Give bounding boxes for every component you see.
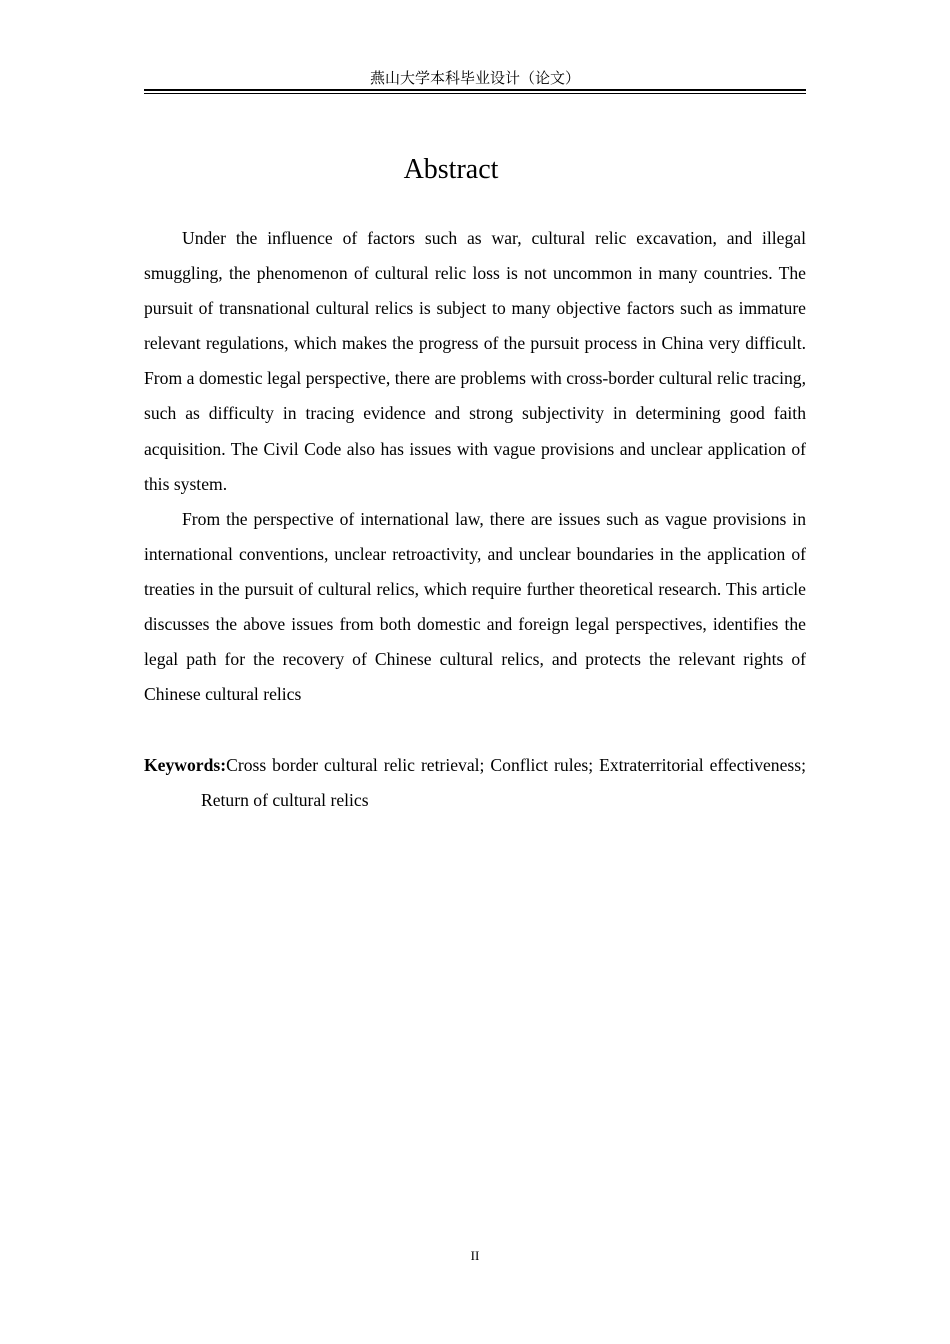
keywords-label: Keywords:	[144, 755, 227, 775]
header-rule-thick	[144, 89, 806, 91]
keywords	[144, 748, 806, 818]
page-number: II	[470, 1248, 480, 1263]
keywords-text: Cross border cultural relic retrieval; Conflict rules; Extraterritorial effectiveness; Return of cultural relics	[201, 755, 806, 811]
header-rule-thin	[144, 93, 806, 94]
abstract-paragraph-2: From the perspective of international law, there are issues such as vague provisions in international conventions, unclear retroactivity, and unclear boundaries in the application of treaties in the pursuit of cultural relics, which require further theoretical research. This article discusses the above issues from both domestic and foreign legal perspectives, identifies the legal path for the recovery of Chinese cultural relics, and protects the relevant rights of Chinese cultural relics	[144, 508, 806, 705]
page-header: 燕山大学本科毕业设计（论文）	[369, 69, 580, 87]
abstract-paragraph-1: Under the influence of factors such as war, cultural relic excavation, and illegal smuggling, the phenomenon of cultural relic loss is not uncommon in many countries. The pursuit of transnational cultural relics is subject to many objective factors such as immature relevant regulations, which makes the progress of the pursuit process in China very difficult. From a domestic legal perspective, there are problems with cross-border cultural relic tracing, such as difficulty in tracing evidence and strong subjectivity in determining good faith acquisition. The Civil Code also has issues with vague provisions and unclear application of this system.	[144, 228, 806, 494]
abstract-body	[144, 221, 806, 712]
abstract-title: Abstract	[403, 154, 499, 185]
